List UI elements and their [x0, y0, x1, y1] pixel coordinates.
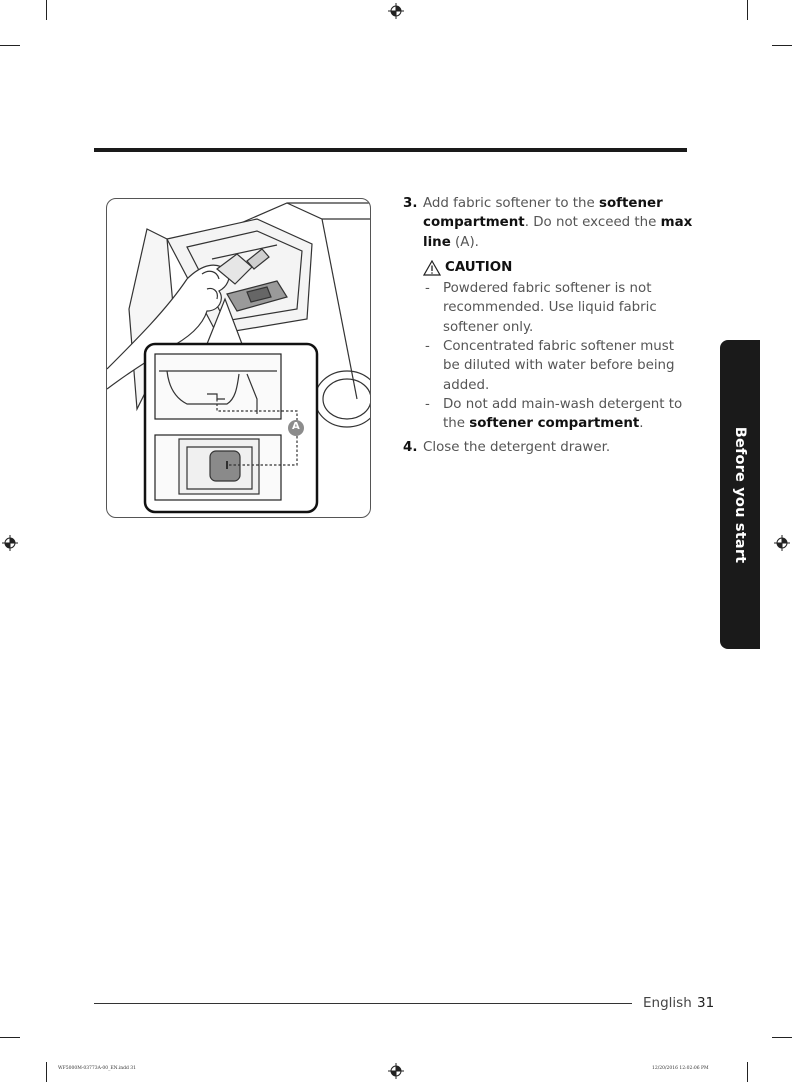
footer-rule	[94, 1003, 632, 1004]
registration-mark-icon	[2, 535, 18, 551]
warning-triangle-icon	[423, 260, 441, 276]
callout-label-a: A	[292, 421, 300, 432]
crop-mark	[747, 0, 748, 20]
caution-item-text-bold: softener compartment	[469, 416, 640, 432]
crop-mark	[772, 1037, 792, 1038]
caution-item	[423, 395, 693, 434]
step-text-bold: softener compartment	[423, 196, 663, 231]
registration-mark-icon	[388, 1063, 404, 1079]
crop-mark	[46, 1062, 47, 1082]
caution-item-text: .	[639, 416, 644, 432]
caution-item-text: Powdered fabric softener is not recommended. Use liquid fabric softener only.	[443, 281, 657, 335]
page-number: 31	[697, 995, 715, 1011]
print-slug-file: WF5000M-03773A-00_EN.indd 31	[58, 1066, 137, 1071]
step-3	[403, 194, 693, 252]
bullet-dash: -	[425, 396, 430, 412]
step-4	[403, 438, 693, 457]
caution-item-text: Concentrated fabric softener must be diluted with water before being added.	[443, 339, 675, 393]
print-slug-timestamp: 12/20/2016 12:02:06 PM	[652, 1066, 709, 1071]
footer-language: English	[643, 995, 692, 1011]
step-text: Add fabric softener to the	[423, 196, 600, 211]
crop-mark	[0, 45, 20, 46]
crop-mark	[772, 45, 792, 46]
section-side-tab	[720, 340, 760, 649]
bullet-dash: -	[425, 339, 430, 355]
detergent-drawer-drawing	[107, 199, 370, 517]
step-text: (A).	[450, 234, 479, 250]
step-number: 4.	[403, 439, 418, 455]
registration-mark-icon	[388, 3, 404, 19]
caution-list	[423, 279, 693, 433]
registration-mark-icon	[774, 535, 790, 551]
bullet-dash: -	[425, 281, 430, 297]
section-side-tab-label: Before you start	[732, 426, 748, 563]
step-number: 3.	[403, 196, 418, 211]
softener-illustration	[106, 198, 371, 518]
caution-heading	[423, 258, 693, 277]
step-text: . Do not exceed the	[524, 215, 661, 231]
step-text: Close the detergent drawer.	[423, 439, 611, 455]
crop-mark	[747, 1062, 748, 1082]
caution-item	[423, 337, 693, 395]
header-rule	[94, 148, 687, 152]
crop-mark	[46, 0, 47, 20]
step-text-bold: max line	[423, 215, 693, 250]
caution-item	[423, 279, 693, 337]
caution-title: CAUTION	[445, 259, 513, 275]
crop-mark	[0, 1037, 20, 1038]
caution-item-text: Do not add main-wash detergent to the	[443, 396, 683, 432]
instruction-steps	[403, 194, 693, 463]
